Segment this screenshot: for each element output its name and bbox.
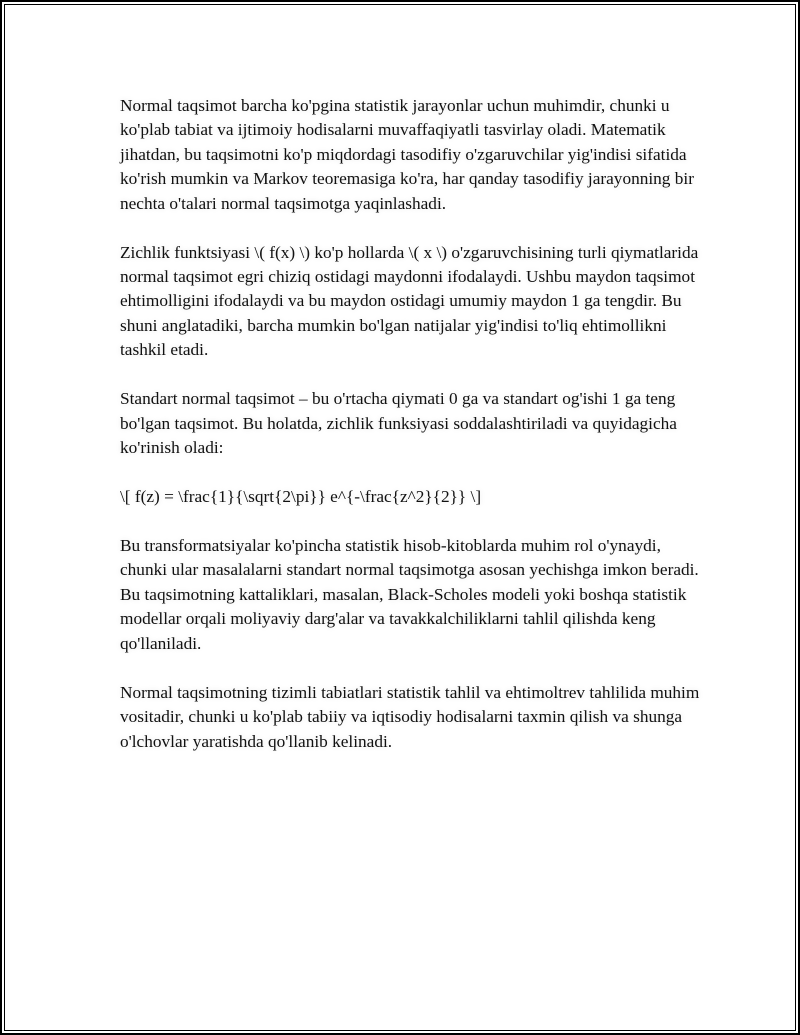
formula-standard-normal: \[ f(z) = \frac{1}{\sqrt{2\pi}} e^{-\frac{z^2}{2}} \] (120, 487, 482, 507)
paragraph-1: Normal taqsimot barcha ko'pgina statistik jarayonlar uchun muhimdir, chunki u ko'plab tabiat va ijtimoiy hodisalarni muvaffaqiyatli tasvirlay oladi. Matematik jihatdan, bu taqsimotni ko'p miqdordagi tasodifiy o'zgaruvchilar yig'indisi sifatida ko'rish mumkin va Markov teoremasiga ko'ra, har qanday tasodifiy jarayonning bir nechta o'talari normal taqsimotga yaqinlashadi. (120, 96, 694, 213)
paragraph-5: Normal taqsimotning tizimli tabiatlari statistik tahlil va ehtimoltrev tahlilida muhim vositadir, chunki u ko'plab tabiiy va iqtisodiy hodisalarni taxmin qilish va shunga o'lchovlar yaratishda qo'llanib kelinadi. (120, 682, 700, 751)
document-body (120, 94, 700, 779)
paragraph-2: Zichlik funktsiyasi \( f(x) \) ko'p hollarda \( x \) o'zgaruvchisining turli qiymatlarida normal taqsimot egri chiziq ostidagi maydonni ifodalaydi. Ushbu maydon taqsimot ehtimolligini ifodalaydi va bu maydon ostidagi umumiy maydon 1 ga tengdir. Bu shuni anglatadiki, barcha mumkin bo'lgan natijalar yig'indisi to'liq ehtimollikni tashkil etadi. (120, 242, 699, 360)
paragraph-4: Bu transformatsiyalar ko'pincha statistik hisob-kitoblarda muhim rol o'ynaydi, chunki ular masalalarni standart normal taqsimotga asosan yechishga imkon beradi. Bu taqsimotning kattaliklari, masalan, Black-Scholes modeli yoki boshqa statistik modellar orqali moliyaviy darg'alar va tavakkalchiliklarni tahlil qilishda keng qo'llaniladi. (120, 536, 699, 653)
paragraph-3: Standart normal taqsimot – bu o'rtacha qiymati 0 ga va standart og'ishi 1 ga teng bo'lgan taqsimot. Bu holatda, zichlik funksiyasi soddalashtiriladi va quyidagicha ko'rinish oladi: (120, 389, 677, 458)
